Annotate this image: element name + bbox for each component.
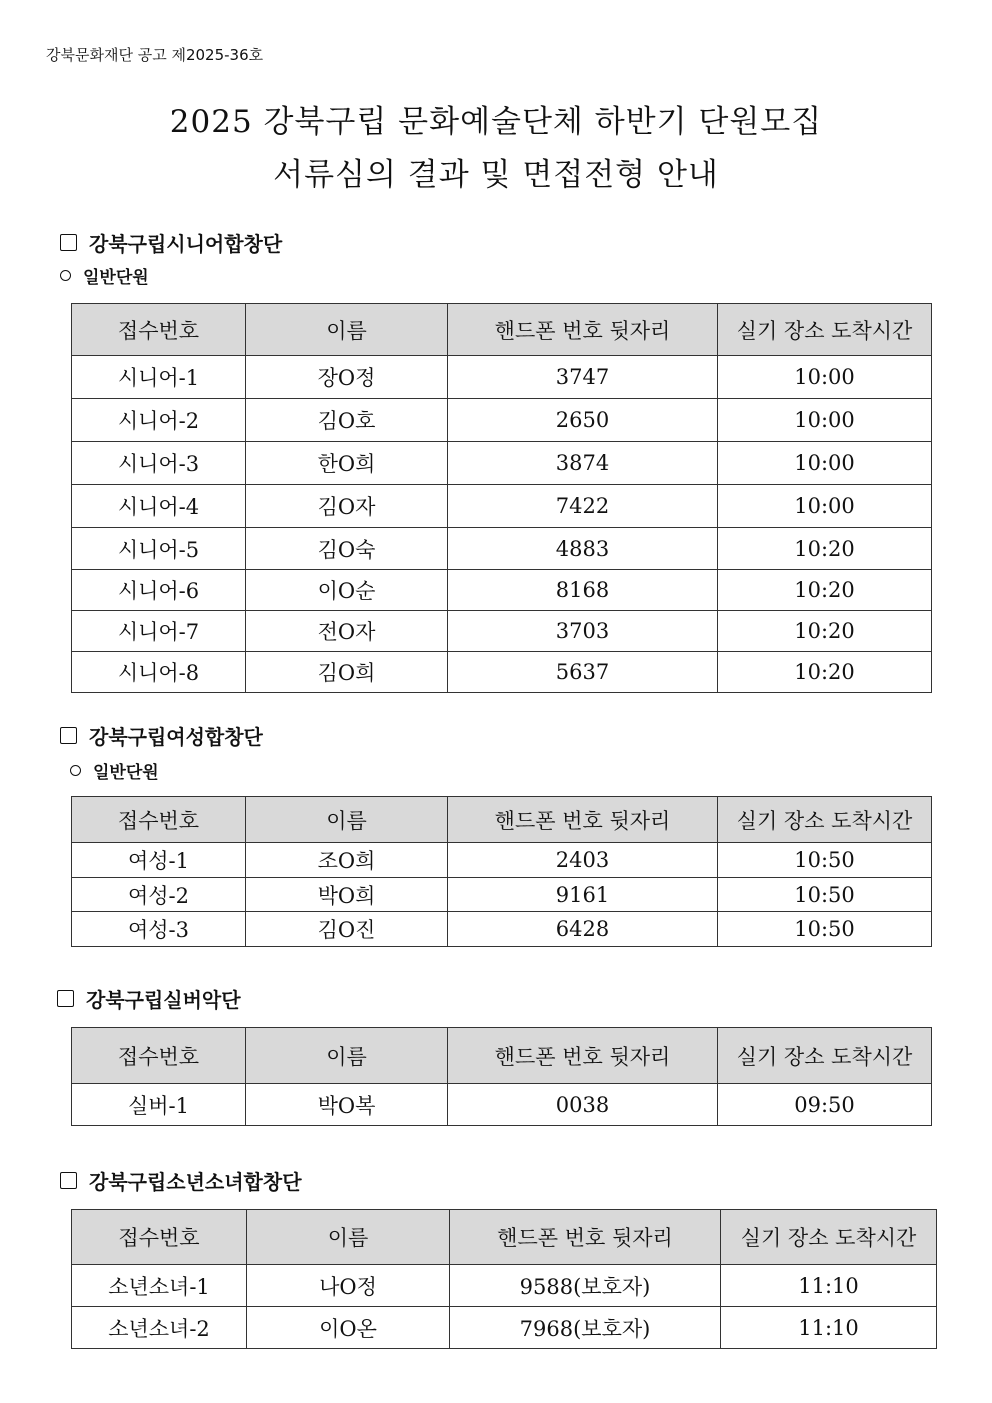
header-receipt-number: 접수번호 bbox=[72, 797, 246, 843]
header-arrival-time: 실기 장소 도착시간 bbox=[718, 1028, 932, 1084]
header-name: 이름 bbox=[246, 1028, 448, 1084]
cell-time: 11:10 bbox=[721, 1265, 937, 1307]
cell-name: 장O정 bbox=[246, 356, 448, 399]
header-phone-last-digits: 핸드폰 번호 뒷자리 bbox=[450, 1210, 721, 1265]
cell-phone: 8168 bbox=[448, 570, 718, 611]
cell-name: 나O정 bbox=[247, 1265, 450, 1307]
table-header-row bbox=[72, 1210, 937, 1265]
cell-phone: 7968(보호자) bbox=[450, 1307, 721, 1349]
section-heading-youth-choir bbox=[60, 1166, 302, 1195]
section-title: 강북구립여성합창단 bbox=[89, 725, 263, 749]
subheading-general-members bbox=[60, 263, 149, 288]
cell-phone: 3703 bbox=[448, 611, 718, 652]
cell-time: 11:10 bbox=[721, 1307, 937, 1349]
womens-choir-table bbox=[71, 796, 932, 947]
table-row bbox=[72, 528, 932, 570]
cell-receipt-number: 여성-2 bbox=[72, 878, 246, 912]
cell-receipt-number: 실버-1 bbox=[72, 1084, 246, 1126]
table-row bbox=[72, 912, 932, 947]
table-row bbox=[72, 652, 932, 693]
cell-phone: 9161 bbox=[448, 878, 718, 912]
cell-receipt-number: 시니어-7 bbox=[72, 611, 246, 652]
table-header-row bbox=[72, 1028, 932, 1084]
page-title-line2: 서류심의 결과 및 면접전형 안내 bbox=[273, 157, 719, 193]
cell-receipt-number: 시니어-1 bbox=[72, 356, 246, 399]
header-receipt-number: 접수번호 bbox=[72, 1210, 247, 1265]
cell-phone: 3747 bbox=[448, 356, 718, 399]
youth-choir-table bbox=[71, 1209, 937, 1349]
subheading-label: 일반단원 bbox=[83, 268, 149, 288]
circle-bullet-icon bbox=[70, 765, 81, 776]
cell-time: 10:50 bbox=[718, 878, 932, 912]
cell-receipt-number: 여성-3 bbox=[72, 912, 246, 947]
table-row bbox=[72, 442, 932, 485]
cell-time: 10:20 bbox=[718, 570, 932, 611]
header-phone-last-digits: 핸드폰 번호 뒷자리 bbox=[448, 797, 718, 843]
cell-receipt-number: 시니어-3 bbox=[72, 442, 246, 485]
cell-phone: 3874 bbox=[448, 442, 718, 485]
cell-name: 전O자 bbox=[246, 611, 448, 652]
cell-time: 10:00 bbox=[718, 485, 932, 528]
cell-phone: 2650 bbox=[448, 399, 718, 442]
cell-name: 김O희 bbox=[246, 652, 448, 693]
table-row bbox=[72, 570, 932, 611]
table-header-row bbox=[72, 304, 932, 356]
cell-time: 10:00 bbox=[718, 442, 932, 485]
cell-name: 이O순 bbox=[246, 570, 448, 611]
header-phone-last-digits: 핸드폰 번호 뒷자리 bbox=[448, 304, 718, 356]
page-title-line1: 2025 강북구립 문화예술단체 하반기 단원모집 bbox=[169, 104, 823, 140]
cell-time: 10:50 bbox=[718, 843, 932, 878]
table-row bbox=[72, 1307, 937, 1349]
cell-name: 조O희 bbox=[246, 843, 448, 878]
cell-receipt-number: 여성-1 bbox=[72, 843, 246, 878]
table-row bbox=[72, 611, 932, 652]
subheading-general-members bbox=[70, 758, 159, 783]
cell-phone: 5637 bbox=[448, 652, 718, 693]
section-title: 강북구립시니어합창단 bbox=[89, 232, 283, 256]
circle-bullet-icon bbox=[60, 270, 71, 281]
cell-receipt-number: 시니어-6 bbox=[72, 570, 246, 611]
cell-phone: 0038 bbox=[448, 1084, 718, 1126]
cell-phone: 2403 bbox=[448, 843, 718, 878]
header-name: 이름 bbox=[246, 304, 448, 356]
header-phone-last-digits: 핸드폰 번호 뒷자리 bbox=[448, 1028, 718, 1084]
cell-name: 박O희 bbox=[246, 878, 448, 912]
cell-name: 박O복 bbox=[246, 1084, 448, 1126]
cell-receipt-number: 시니어-4 bbox=[72, 485, 246, 528]
table-row bbox=[72, 1084, 932, 1126]
cell-phone: 4883 bbox=[448, 528, 718, 570]
table-row bbox=[72, 356, 932, 399]
senior-choir-table bbox=[71, 303, 932, 693]
header-name: 이름 bbox=[247, 1210, 450, 1265]
checkbox-square-icon bbox=[57, 990, 74, 1007]
header-arrival-time: 실기 장소 도착시간 bbox=[718, 304, 932, 356]
cell-phone: 7422 bbox=[448, 485, 718, 528]
table-row bbox=[72, 1265, 937, 1307]
cell-receipt-number: 소년소녀-2 bbox=[72, 1307, 247, 1349]
cell-time: 10:20 bbox=[718, 652, 932, 693]
cell-time: 10:20 bbox=[718, 611, 932, 652]
cell-receipt-number: 시니어-5 bbox=[72, 528, 246, 570]
section-title: 강북구립소년소녀합창단 bbox=[89, 1170, 302, 1194]
checkbox-square-icon bbox=[60, 727, 77, 744]
cell-name: 한O희 bbox=[246, 442, 448, 485]
header-receipt-number: 접수번호 bbox=[72, 1028, 246, 1084]
cell-phone: 6428 bbox=[448, 912, 718, 947]
table-row bbox=[72, 843, 932, 878]
cell-receipt-number: 시니어-8 bbox=[72, 652, 246, 693]
header-receipt-number: 접수번호 bbox=[72, 304, 246, 356]
header-name: 이름 bbox=[246, 797, 448, 843]
cell-name: 김O호 bbox=[246, 399, 448, 442]
cell-name: 이O온 bbox=[247, 1307, 450, 1349]
cell-receipt-number: 시니어-2 bbox=[72, 399, 246, 442]
table-header-row bbox=[72, 797, 932, 843]
table-row bbox=[72, 399, 932, 442]
section-heading-womens-choir bbox=[60, 721, 263, 750]
cell-time: 10:00 bbox=[718, 356, 932, 399]
cell-time: 09:50 bbox=[718, 1084, 932, 1126]
cell-time: 10:20 bbox=[718, 528, 932, 570]
cell-name: 김O진 bbox=[246, 912, 448, 947]
notice-number: 강북문화재단 공고 제2025-36호 bbox=[46, 46, 264, 64]
silver-band-table bbox=[71, 1027, 932, 1126]
subheading-label: 일반단원 bbox=[93, 763, 159, 783]
checkbox-square-icon bbox=[60, 234, 77, 251]
table-row bbox=[72, 878, 932, 912]
cell-name: 김O자 bbox=[246, 485, 448, 528]
checkbox-square-icon bbox=[60, 1172, 77, 1189]
header-arrival-time: 실기 장소 도착시간 bbox=[721, 1210, 937, 1265]
section-title: 강북구립실버악단 bbox=[86, 988, 241, 1012]
cell-time: 10:00 bbox=[718, 399, 932, 442]
cell-phone: 9588(보호자) bbox=[450, 1265, 721, 1307]
cell-receipt-number: 소년소녀-1 bbox=[72, 1265, 247, 1307]
header-arrival-time: 실기 장소 도착시간 bbox=[718, 797, 932, 843]
section-heading-senior-choir bbox=[60, 228, 282, 257]
section-heading-silver-band bbox=[57, 984, 241, 1013]
cell-name: 김O숙 bbox=[246, 528, 448, 570]
table-row bbox=[72, 485, 932, 528]
cell-time: 10:50 bbox=[718, 912, 932, 947]
